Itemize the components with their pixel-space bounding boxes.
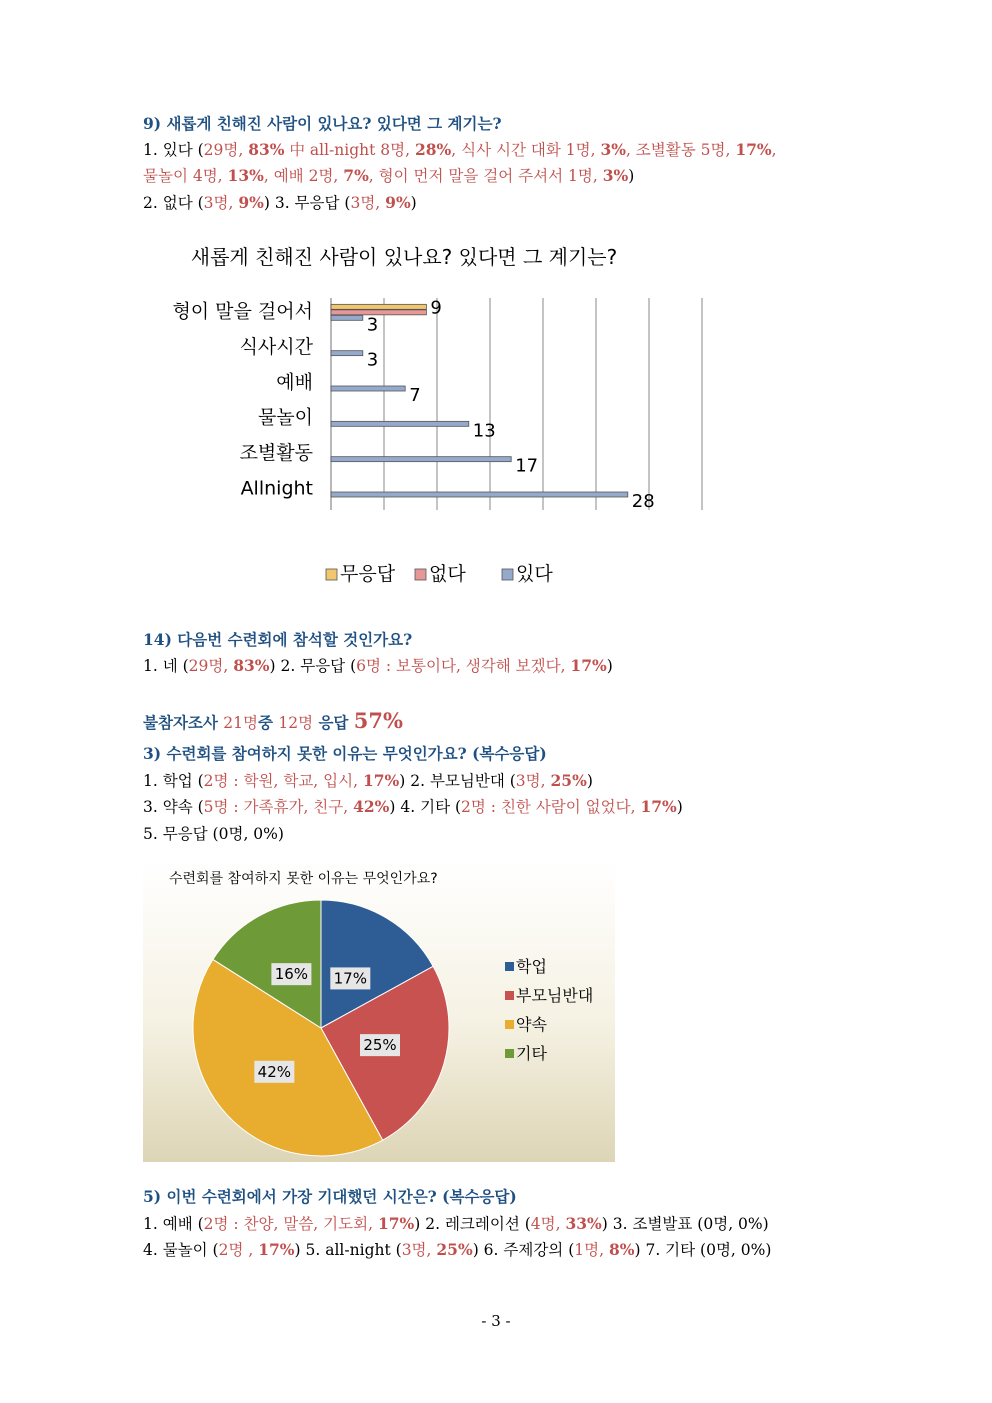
bar-chart-bar [331, 421, 469, 426]
text-run: 3명, [401, 1241, 437, 1259]
text-run: ) [606, 657, 613, 675]
text-run: 3명, [350, 194, 386, 212]
text-run: 83% [233, 656, 270, 675]
text-run: 25% [550, 771, 587, 790]
bar-chart-category-label: 식사시간 [239, 336, 313, 358]
text-run: 4. 물놀이 ( [143, 1241, 219, 1259]
non-attendee-survey-summary [143, 708, 863, 736]
text-run: ) 2. 부모님반대 ( [399, 772, 516, 790]
text-run: , 조별활동 5명, [625, 141, 736, 159]
pie-legend-label: 부모님반대 [516, 986, 594, 1005]
text-run: 9% [238, 193, 264, 212]
bar-chart-data-label: 3 [366, 349, 379, 371]
pie-legend-label: 학업 [516, 957, 547, 976]
text-run: 17% [640, 797, 677, 816]
bar-chart-legend-swatch [502, 569, 513, 580]
bar-chart-bar [331, 304, 426, 309]
bar-chart-data-labels [367, 297, 655, 512]
text-run: 2. 없다 ( [143, 194, 204, 212]
text-run: ) 4. 기타 ( [389, 798, 462, 816]
text-run: 5. 무응답 (0명, 0%) [143, 825, 284, 843]
section-5-answers-2 [143, 1237, 863, 1263]
section-3-answers-1 [143, 768, 863, 794]
text-run: 2명 : 찬양, 말씀, 기도회, [203, 1215, 378, 1233]
pie-chart-slices [193, 900, 449, 1156]
text-run: 57% [353, 708, 403, 733]
text-run: 4명, [530, 1215, 566, 1233]
pie-legend-swatch [505, 962, 514, 971]
text-run: 3% [600, 140, 626, 159]
text-run: 17% [377, 1214, 415, 1233]
section-9-title: 9) 새롭게 친해진 사람이 있나요? 있다면 그 계기는? [143, 114, 502, 133]
pie-legend-swatch [505, 991, 514, 1000]
text-run: 1. 있다 ( [143, 141, 204, 159]
bar-chart-bar [331, 315, 363, 320]
text-run: 17% [735, 140, 772, 159]
text-run: 2명 : 친한 사람이 없었다, [461, 798, 641, 816]
text-run: ) 2. 무응답 ( [269, 657, 357, 675]
bar-chart-bar [331, 492, 628, 497]
text-run: , 예배 2명, [263, 167, 344, 185]
text-run: ) [676, 798, 683, 816]
bar-chart-data-label: 17 [515, 455, 539, 477]
text-run: 2명 , [218, 1241, 259, 1259]
text-run: 6명 : 보통이다, 생각해 보겠다, [356, 657, 571, 675]
text-run: 29명, [203, 141, 249, 159]
text-run: 17% [570, 656, 607, 675]
bar-chart-legend-label: 없다 [429, 563, 466, 585]
text-run: 물놀이 4명, [143, 167, 228, 185]
text-run: 17% [258, 1240, 295, 1259]
pie-data-label: 25% [363, 1036, 397, 1055]
pie-chart [143, 860, 615, 1162]
text-run: ) 2. 레크레이션 ( [414, 1215, 531, 1233]
text-run: 13% [227, 166, 264, 185]
section-3-answers-2 [143, 794, 863, 820]
bar-chart [150, 238, 750, 598]
text-run: ) 6. 주제강의 ( [472, 1241, 575, 1259]
bar-chart-data-label: 9 [430, 297, 442, 319]
bar-chart-category-label: 형이 말을 걸어서 [172, 300, 313, 323]
bar-chart-category-label: Allnight [240, 477, 313, 500]
page-number: - 3 - [481, 1312, 511, 1330]
text-run: ) 5. all-night ( [294, 1241, 402, 1259]
bar-chart-bar [331, 457, 511, 462]
section-9-answer-yes [143, 137, 863, 163]
bar-chart-legend-label: 있다 [516, 563, 553, 585]
text-run: ) 3. 무응답 ( [263, 194, 351, 212]
pie-data-label: 42% [257, 1062, 292, 1081]
text-run: 중 [257, 713, 279, 732]
bar-chart-title: 새롭게 친해진 사람이 있나요? 있다면 그 계기는? [190, 245, 618, 269]
bar-chart-legend-label: 무응답 [340, 563, 396, 585]
section-9-answer-no [143, 190, 863, 216]
text-run: ) [586, 772, 593, 790]
text-run: 3명, [515, 772, 551, 790]
text-run: 2명 : 학원, 학교, 입시, [203, 772, 363, 790]
text-run: 42% [353, 797, 390, 816]
section-14-answers [143, 653, 863, 679]
text-run: 17% [362, 771, 400, 790]
bar-chart-category-labels [172, 301, 313, 500]
bar-chart-legend [326, 563, 553, 585]
section-9-answer-yes-cont [143, 163, 863, 189]
text-run: 1명, [574, 1241, 609, 1259]
text-run: 1. 네 ( [143, 657, 189, 675]
section-5-title: 5) 이번 수련회에서 가장 기대했던 시간은? (복수응답) [143, 1187, 517, 1206]
bar-chart-data-label: 3 [366, 314, 379, 336]
text-run: 3. 약속 ( [143, 798, 204, 816]
text-run: 中 all-night 8명, [284, 141, 415, 159]
text-run: ) [628, 167, 635, 185]
bar-chart-legend-swatch [326, 569, 337, 580]
bar-chart-category-label: 조별활동 [239, 442, 313, 464]
bar-chart-bar [331, 310, 426, 315]
bar-chart-data-label: 13 [472, 420, 496, 442]
text-run: 3% [602, 166, 629, 185]
text-run: 불참자조사 [143, 713, 224, 732]
section-5-answers-1 [143, 1211, 863, 1237]
text-run: 83% [248, 140, 285, 159]
pie-legend-label: 약속 [516, 1015, 547, 1034]
text-run: 12명 [278, 714, 314, 732]
section-14-title: 14) 다음번 수련회에 참석할 것인가요? [143, 630, 413, 649]
text-run: 7% [343, 166, 369, 185]
bar-chart-category-label: 예배 [276, 371, 313, 394]
bar-chart-bar [331, 351, 363, 356]
text-run: ) [410, 194, 417, 212]
text-run: 1. 예배 ( [143, 1215, 204, 1233]
text-run: 응답 [313, 713, 354, 732]
bar-chart-data-label: 28 [631, 491, 655, 512]
pie-data-label: 17% [333, 969, 367, 988]
text-run: , [771, 141, 777, 159]
text-run: 33% [565, 1214, 602, 1233]
text-run: 21명 [223, 714, 258, 732]
text-run: 9% [385, 193, 411, 212]
pie-legend-swatch [505, 1020, 514, 1029]
pie-chart-title: 수련회를 참여하지 못한 이유는 무엇인가요? [169, 871, 438, 887]
text-run: 8% [608, 1240, 635, 1259]
text-run: , 형이 먼저 말을 걸어 주셔서 1명, [368, 167, 603, 185]
bar-chart-legend-swatch [415, 569, 426, 580]
text-run: 29명, [188, 657, 234, 675]
section-3-answers-3 [143, 821, 863, 847]
bar-chart-data-label: 7 [409, 385, 421, 406]
bar-chart-grid [331, 298, 702, 510]
text-run: ) 3. 조별발표 (0명, 0%) [601, 1215, 769, 1233]
pie-legend-label: 기타 [516, 1044, 547, 1063]
text-run: 28% [414, 140, 452, 159]
text-run: , 식사 시간 대화 1명, [451, 141, 601, 159]
pie-data-label: 16% [274, 965, 309, 984]
bar-chart-category-label: 물놀이 [257, 406, 313, 429]
section-3-title: 3) 수련회를 참여하지 못한 이유는 무엇인가요? (복수응답) [143, 744, 547, 763]
bar-chart-bar [331, 386, 405, 391]
pie-legend-swatch [505, 1049, 514, 1058]
text-run: 3명, [203, 194, 239, 212]
text-run: 5명 : 가족휴가, 친구, [203, 798, 354, 816]
text-run: 1. 학업 ( [143, 772, 204, 790]
text-run: ) 7. 기타 (0명, 0%) [634, 1241, 772, 1259]
text-run: 25% [436, 1240, 473, 1259]
